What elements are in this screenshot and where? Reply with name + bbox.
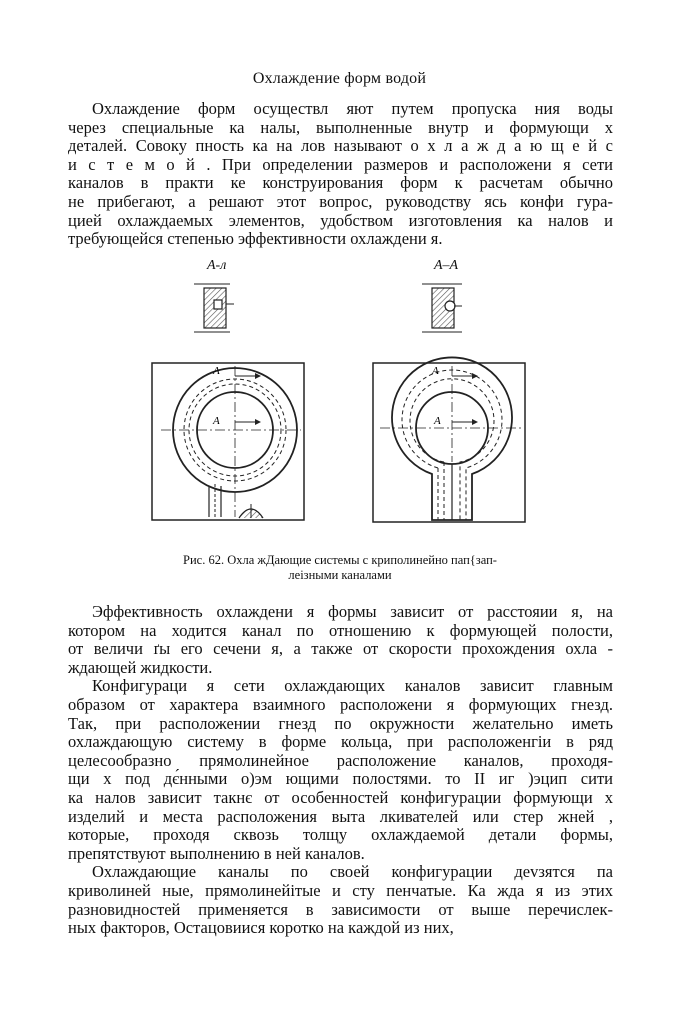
text-line: Эффективность охлаждени я формы зависит от расстояии я, на — [92, 602, 613, 621]
text-line: образом от характера взаимного расположени я формующих гнезд. — [68, 694, 613, 714]
paragraph-2 — [68, 603, 613, 938]
marker-a-top: А — [213, 365, 220, 377]
text-line: разновидностей применяется в зависимости от выше перечислек- — [68, 899, 613, 919]
marker-a-center: А — [213, 415, 220, 427]
text-line: изделий и места расположения выта лкивателей или стер жней , — [68, 806, 613, 826]
figure-caption — [120, 553, 560, 583]
right-section-view — [418, 280, 478, 340]
text-line: препятствуют выполнению в ней каналов. — [68, 843, 365, 863]
text-line: Так, при расположении гнезд по окружности желательно иметь — [68, 713, 613, 733]
left-section-view — [190, 280, 250, 340]
ring-channel-diagram — [151, 362, 305, 522]
text-line: Охлаждающие каналы по своей конфигурации деvзятся па — [92, 862, 613, 882]
page-title: Охлаждение форм водой — [252, 70, 427, 87]
text-line: ных факторов, Остацовиися коротко на каждой из них, — [68, 918, 454, 938]
text-line: и с т е м о й . При определении размеров и расположени я сети — [68, 154, 613, 174]
left-section-label: A-л — [207, 258, 227, 273]
text-line: цией охлаждаемых элементов, удобством изготовления ка налов и — [68, 210, 613, 230]
text-line: деталей. Совоку пность ка на лов называют о х л а ж д а ю щ е й с — [68, 136, 613, 156]
text-line: охлаждающую систему в форме кольца, при расположенгіи в ряд — [68, 732, 613, 752]
text-line: котором на ходится канал по отношению к формующей полости, — [68, 620, 613, 640]
text-line: от величи ґы его сечени я, а также от скорости прохождения охла - — [68, 639, 613, 659]
text-line: криволиней ные, прямолинейітые и сту пенчатые. Ка жда я из этих — [68, 880, 613, 900]
text-line: Конфигураци я сети охлаждающих каналов зависит главным — [92, 676, 613, 696]
text-line: не прибегают, а решают этот вопрос, руководству ясь конфи гура- — [68, 191, 613, 211]
text-line: через специальные ка налы, выполненные внутр и формующи х — [68, 117, 613, 137]
text-line: требующейся степенью эффективности охлаждени я. — [68, 229, 443, 249]
caption-line: Рис. 62. Охла жДающие системы с криполинейно пап{зап- — [183, 553, 497, 567]
keyhole-channel-diagram — [372, 362, 526, 524]
right-section-label: A–A — [434, 258, 459, 273]
marker-a-top: А — [432, 365, 439, 377]
paragraph-1 — [68, 100, 613, 249]
marker-a-center: А — [434, 415, 441, 427]
text-line: Охлаждение форм осуществл яют путем пропуска ния воды — [92, 99, 613, 118]
text-line: каналов в практи ке конструирования форм к расчетам обычно — [68, 173, 613, 193]
text-line: щи х под дє́нными о)эм ющими полостями. то ІІ иг )эцип сити — [68, 769, 613, 789]
text-line: целесообразно прямолинейное расположение каналов, проходя- — [68, 750, 613, 770]
text-line: ка налов зависит такнє от особенностей конфигурации формующи х — [68, 787, 613, 807]
text-line: которые, проходя сквозь толщу охлаждаемой детали формы, — [68, 825, 613, 845]
text-line: ждающей жидкости. — [68, 657, 213, 677]
caption-line: леізными каналами — [288, 568, 392, 582]
